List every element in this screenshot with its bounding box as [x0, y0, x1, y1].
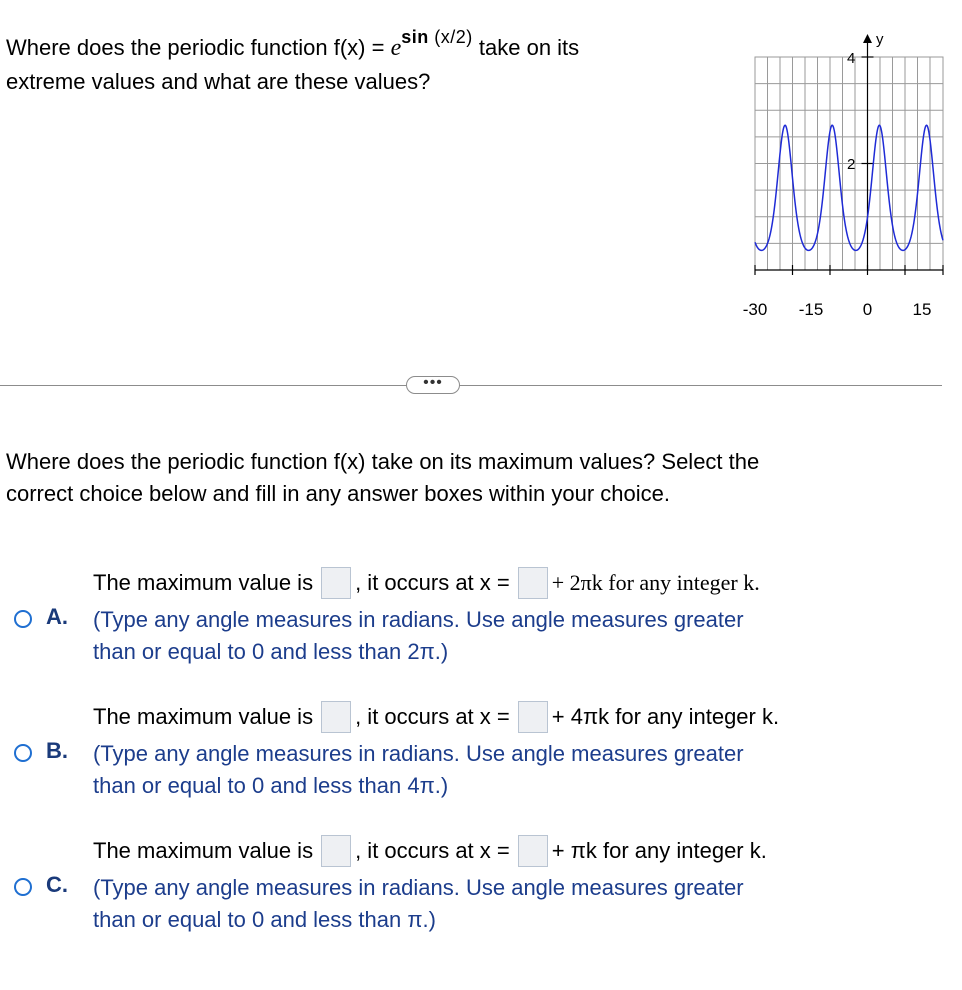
exponent: [401, 27, 473, 47]
choice-c-radio[interactable]: [14, 878, 32, 896]
choice-c-statement: The maximum value is , it occurs at x = + πk for any integer k.: [93, 835, 767, 867]
y-axis-arrow-icon: [863, 34, 872, 43]
choice-a-x-value-input[interactable]: [518, 567, 548, 599]
exponent-fn: sin: [401, 27, 429, 47]
x-tick-label-neg15: -15: [798, 300, 824, 319]
choice-a-instructions: (Type any angle measures in radians. Use angle measures greater than or equal to 0 and less than 2π.): [93, 607, 744, 664]
choice-b-instructions: (Type any angle measures in radians. Use angle measures greater than or equal to 0 and less than 4π.): [93, 741, 744, 798]
choice-b-x-value-input[interactable]: [518, 701, 548, 733]
choice-b-statement: The maximum value is , it occurs at x = + 4πk for any integer k.: [93, 701, 779, 733]
choice-a-max-value-input[interactable]: [321, 567, 351, 599]
section-divider: [0, 385, 942, 386]
choice-b-radio[interactable]: [14, 744, 32, 762]
choice-b-letter: B.: [46, 738, 68, 763]
y-axis-label: y: [876, 31, 884, 48]
choice-c: [0, 835, 962, 945]
choice-c-x-value-input[interactable]: [518, 835, 548, 867]
question-text: [6, 20, 706, 99]
choice-b-max-value-input[interactable]: [321, 701, 351, 733]
choice-a-radio[interactable]: [14, 610, 32, 628]
choice-c-instructions: (Type any angle measures in radians. Use angle measures greater than or equal to 0 and less than π.): [93, 875, 744, 932]
x-tick-label-neg30: -30: [742, 300, 768, 319]
question-line-2: extreme values and what are these values?: [6, 69, 431, 94]
expand-more-button[interactable]: •••: [406, 376, 460, 394]
y-tick-label-4: 4: [847, 50, 856, 67]
exp-base: e: [390, 35, 402, 61]
prompt-line-2: correct choice below and fill in any answer boxes within your choice.: [6, 481, 670, 506]
question-line-1: [6, 20, 706, 65]
choice-a-statement: The maximum value is , it occurs at x = + 2πk for any integer k.: [93, 567, 760, 599]
prompt-line-1: Where does the periodic function f(x) take on its maximum values? Select the: [6, 449, 760, 474]
choice-b: [0, 701, 962, 811]
graph-axes: [755, 38, 943, 270]
function-curve: [755, 125, 943, 250]
part-prompt: [6, 446, 936, 510]
question-part-1: Where does the periodic function f(x) =: [6, 35, 391, 60]
choice-a: [0, 567, 962, 677]
choice-a-letter: A.: [46, 604, 68, 629]
question-part-2: take on its: [472, 35, 580, 60]
function-graph: [730, 30, 950, 330]
x-tick-label-0: 0: [862, 300, 873, 319]
exponent-arg: (x/2): [428, 27, 473, 47]
choice-c-letter: C.: [46, 872, 68, 897]
x-tick-label-15: 15: [912, 300, 932, 319]
y-tick-label-2: 2: [847, 156, 856, 173]
choice-c-max-value-input[interactable]: [321, 835, 351, 867]
